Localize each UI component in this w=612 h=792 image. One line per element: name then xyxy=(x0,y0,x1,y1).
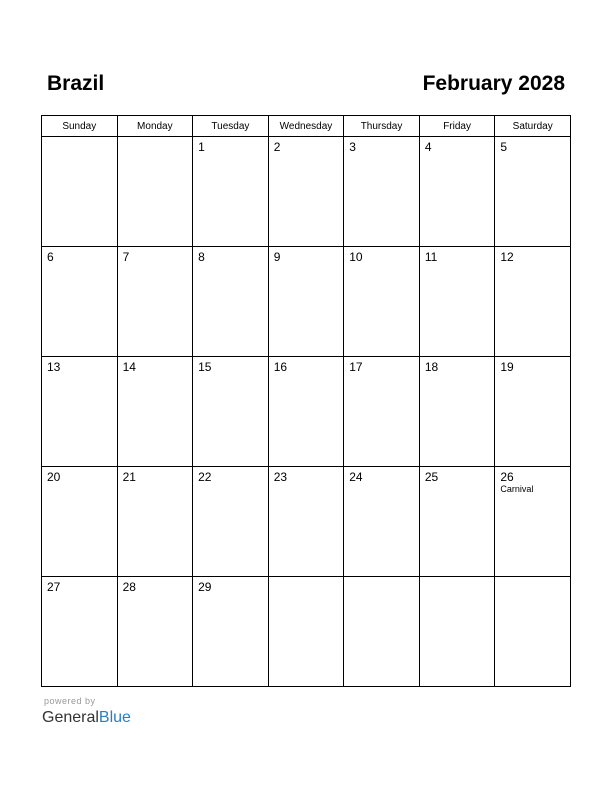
holiday-label: Carnival xyxy=(500,484,534,494)
day-number: 17 xyxy=(349,360,363,374)
week-row xyxy=(42,137,571,247)
day-number: 18 xyxy=(424,360,439,374)
day-cell xyxy=(117,357,193,467)
day-number xyxy=(42,137,117,140)
day-number xyxy=(420,577,495,580)
day-number: 13 xyxy=(47,360,61,374)
day-number: 14 xyxy=(122,360,136,374)
day-number: 8 xyxy=(198,250,205,264)
day-number: 19 xyxy=(500,360,514,374)
powered-by-text: powered by xyxy=(44,696,96,706)
day-number: 24 xyxy=(349,470,363,484)
week-row xyxy=(42,357,571,467)
day-cell xyxy=(268,467,344,577)
week-row xyxy=(42,577,571,687)
day-number: 10 xyxy=(349,250,363,264)
day-number: 4 xyxy=(424,140,432,154)
calendar-grid xyxy=(41,115,571,687)
day-number: 6 xyxy=(47,250,54,264)
day-number: 29 xyxy=(198,580,212,594)
weekday-header-row xyxy=(42,116,571,137)
day-cell xyxy=(42,357,118,467)
day-cell xyxy=(117,137,193,247)
day-cell xyxy=(117,467,193,577)
day-number xyxy=(344,577,419,580)
day-cell xyxy=(495,467,571,577)
day-cell xyxy=(419,137,495,247)
day-number: 12 xyxy=(500,250,514,264)
day-cell xyxy=(344,247,420,357)
day-cell xyxy=(117,577,193,687)
day-number: 7 xyxy=(122,250,130,264)
day-cell xyxy=(344,137,420,247)
weekday-thursday: Thursday xyxy=(344,116,420,137)
day-cell xyxy=(268,247,344,357)
day-number: 16 xyxy=(273,360,288,374)
day-cell xyxy=(193,137,269,247)
country-title: Brazil xyxy=(47,72,105,95)
day-cell xyxy=(193,467,269,577)
day-cell xyxy=(495,247,571,357)
weekday-wednesday: Wednesday xyxy=(268,116,344,137)
week-row xyxy=(42,247,571,357)
day-number: 26 xyxy=(500,470,514,484)
day-cell xyxy=(42,467,118,577)
day-cell xyxy=(495,577,571,687)
day-cell xyxy=(42,247,118,357)
day-number: 23 xyxy=(273,470,288,484)
day-number: 1 xyxy=(198,140,205,154)
day-cell xyxy=(419,357,495,467)
day-number: 2 xyxy=(273,140,281,154)
day-cell xyxy=(344,467,420,577)
week-row xyxy=(42,467,571,577)
day-cell xyxy=(193,247,269,357)
day-number xyxy=(495,577,570,580)
day-number: 21 xyxy=(122,470,136,484)
day-number: 3 xyxy=(349,140,356,154)
day-number: 25 xyxy=(424,470,439,484)
day-cell xyxy=(117,247,193,357)
day-number: 28 xyxy=(122,580,136,594)
weekday-tuesday: Tuesday xyxy=(193,116,269,137)
brand-logo[interactable] xyxy=(42,708,131,728)
brand-blue-text: Blue xyxy=(98,709,131,726)
day-number: 20 xyxy=(47,470,61,484)
weekday-sunday: Sunday xyxy=(42,116,118,137)
day-number: 9 xyxy=(273,250,281,264)
day-cell xyxy=(268,577,344,687)
day-cell xyxy=(495,137,571,247)
weekday-monday: Monday xyxy=(117,116,193,137)
brand-general-text: General xyxy=(42,709,99,726)
day-number xyxy=(269,577,344,580)
day-cell xyxy=(42,577,118,687)
day-number: 11 xyxy=(424,250,438,264)
day-cell xyxy=(193,577,269,687)
day-cell xyxy=(268,137,344,247)
day-cell xyxy=(419,577,495,687)
day-cell xyxy=(268,357,344,467)
day-cell xyxy=(495,357,571,467)
day-cell xyxy=(42,137,118,247)
day-number xyxy=(118,137,193,140)
day-cell xyxy=(344,357,420,467)
day-cell xyxy=(344,577,420,687)
day-number: 22 xyxy=(198,470,212,484)
weekday-saturday: Saturday xyxy=(495,116,571,137)
day-number: 5 xyxy=(500,140,508,154)
day-cell xyxy=(419,247,495,357)
day-number: 27 xyxy=(47,580,61,594)
day-cell xyxy=(419,467,495,577)
day-cell xyxy=(193,357,269,467)
weekday-friday: Friday xyxy=(419,116,495,137)
month-year-title: February 2028 xyxy=(422,72,565,95)
day-number: 15 xyxy=(198,360,212,374)
